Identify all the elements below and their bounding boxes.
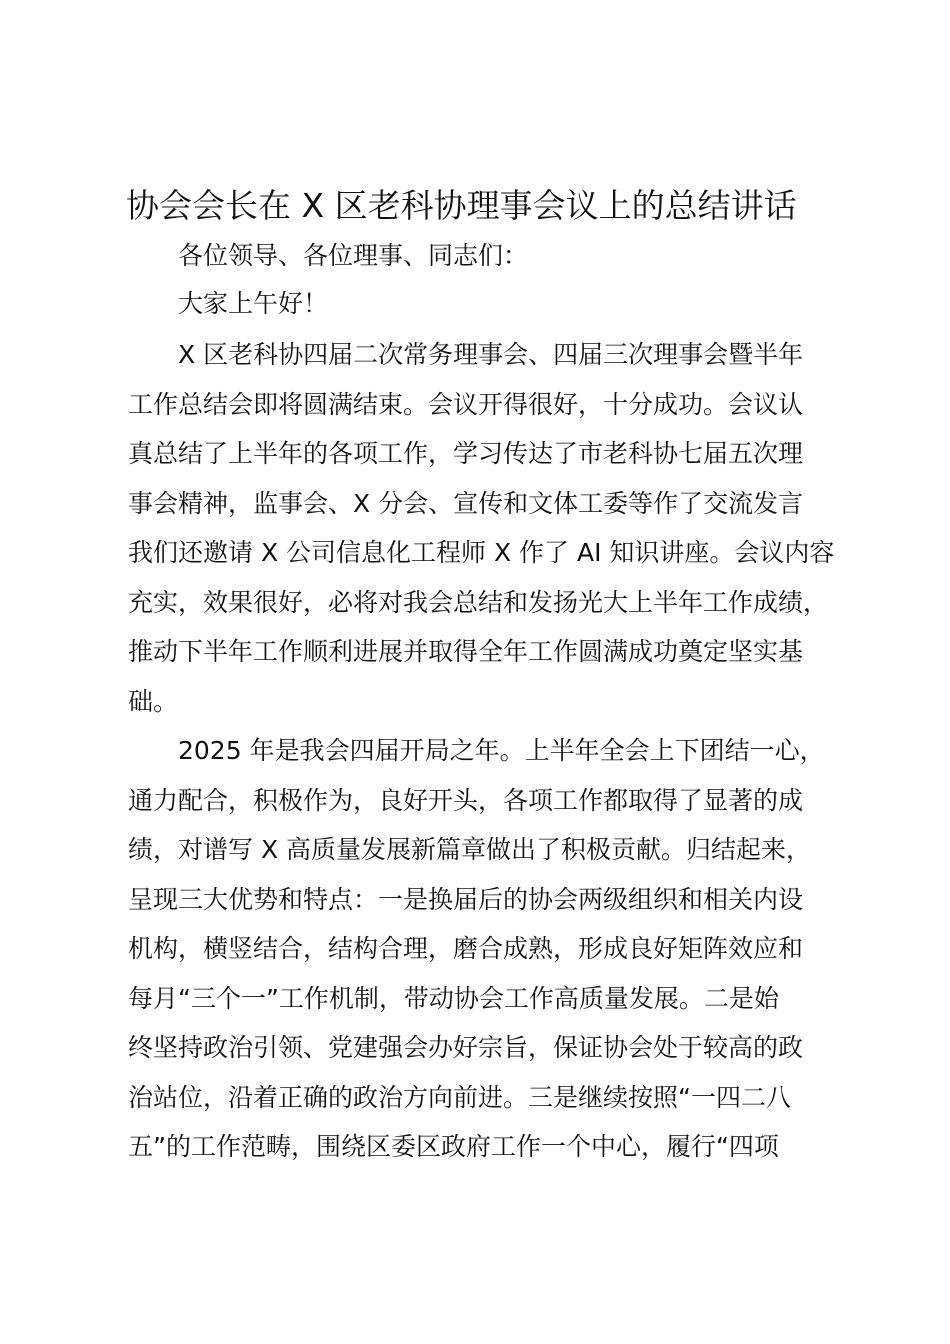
paragraph-2-line-1: 2025 年是我会四届开局之年。上半年全会上下团结一心， — [178, 736, 825, 765]
paragraph-2-line-7: 终坚持政治引领、党建强会办好宗旨，保证协会处于较高的政 — [128, 1033, 804, 1062]
paragraph-2-line-8: 治站位，沿着正确的政治方向前进。三是继续按照“一四二八 — [128, 1083, 791, 1112]
document-title: 协会会长在 X 区老科协理事会议上的总结讲话 — [126, 186, 797, 225]
paragraph-2-line-2: 通力配合，积极作为，良好开头，各项工作都取得了显著的成 — [128, 786, 804, 815]
paragraph-1-line-4: 事会精神，监事会、X 分会、宣传和文体工委等作了交流发言 — [128, 489, 804, 518]
paragraph-1-line-1: X 区老科协四届二次常务理事会、四届三次理事会暨半年 — [178, 340, 804, 369]
paragraph-1-line-8: 础。 — [128, 687, 179, 716]
paragraph-1-line-6: 充实，效果很好，必将对我会总结和发扬光大上半年工作成绩， — [128, 588, 829, 617]
greeting-line: 大家上午好！ — [178, 289, 329, 318]
paragraph-1-line-3: 真总结了上半年的各项工作，学习传达了市老科协七届五次理 — [128, 439, 804, 468]
paragraph-2-line-3: 绩，对谱写 X 高质量发展新篇章做出了积极贡献。归结起来， — [128, 835, 812, 864]
paragraph-2-line-5: 机构，横竖结合，结构合理，磨合成熟，形成良好矩阵效应和 — [128, 934, 804, 963]
paragraph-1-line-7: 推动下半年工作顺利进展并取得全年工作圆满成功奠定坚实基 — [128, 637, 804, 666]
salutation-line: 各位领导、各位理事、同志们： — [178, 241, 529, 270]
paragraph-2-line-4: 呈现三大优势和特点：一是换届后的协会两级组织和相关内设 — [128, 885, 804, 914]
paragraph-1-line-2: 工作总结会即将圆满结束。会议开得很好，十分成功。会议认 — [128, 390, 804, 419]
paragraph-2-line-9: 五”的工作范畴，围绕区委区政府工作一个中心，履行“四项 — [128, 1132, 779, 1161]
paragraph-2-line-6: 每月“三个一”工作机制，带动协会工作高质量发展。二是始 — [128, 984, 779, 1013]
paragraph-1-line-5: 我们还邀请 X 公司信息化工程师 X 作了 AI 知识讲座。会议内容 — [128, 538, 835, 567]
